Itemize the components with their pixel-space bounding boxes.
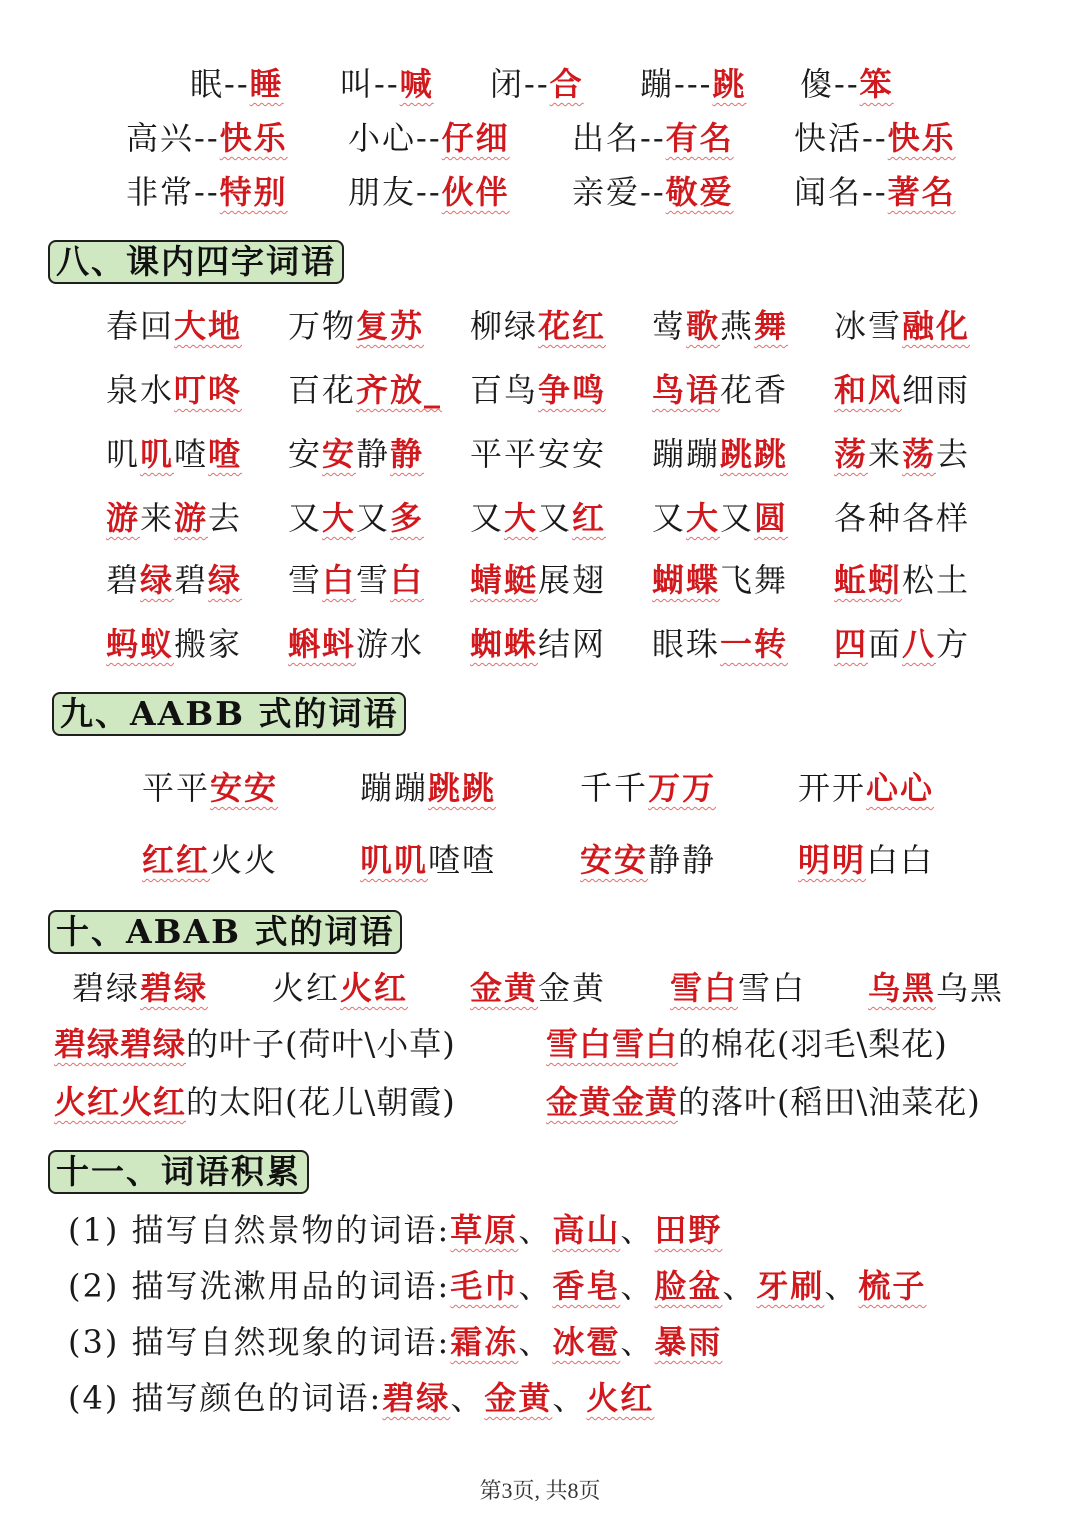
synonym-pair	[640, 60, 746, 108]
synonym-separator: --	[416, 119, 442, 157]
given-text: 柳绿	[470, 307, 539, 345]
item-number: (1)	[68, 1211, 120, 1249]
synonym-separator: --	[224, 65, 250, 103]
word-item	[106, 366, 242, 414]
given-text: 平平	[142, 769, 211, 807]
given-text: 来	[140, 499, 175, 537]
given-text: 火红	[272, 969, 341, 1007]
synonym-separator: --	[194, 173, 220, 211]
answer-text: 梳子	[858, 1267, 927, 1305]
word-item	[546, 1020, 948, 1068]
given-text: 又	[356, 499, 391, 537]
answer-text: 静	[390, 435, 425, 473]
answer-text: 安安	[210, 769, 279, 807]
synonym-answer: 有名	[665, 119, 734, 157]
word-item	[834, 430, 970, 478]
answer-text: 舞	[754, 307, 789, 345]
answer-text: 毛巾	[450, 1267, 519, 1305]
answer-text: 蜘蛛	[470, 625, 539, 663]
answer-text: 绿	[140, 561, 175, 599]
given-text: 冰雪	[834, 307, 903, 345]
given-text: 来	[868, 435, 903, 473]
synonym-word: 小心	[348, 119, 417, 157]
given-text: 万物	[288, 307, 357, 345]
given-text: 平平安安	[470, 435, 607, 473]
given-text: 安	[288, 435, 323, 473]
word-item	[798, 836, 934, 884]
given-text: 面	[868, 625, 903, 663]
word-item	[360, 764, 496, 812]
answer-text: 荡	[902, 435, 937, 473]
word-item	[106, 556, 242, 604]
synonym-separator: --	[834, 65, 860, 103]
word-item	[470, 430, 606, 478]
given-text: 乌黑	[936, 969, 1005, 1007]
answer-text: 多	[390, 499, 425, 537]
answer-text: 红	[572, 499, 607, 537]
word-item	[142, 764, 278, 812]
answer-text: 金黄	[470, 969, 539, 1007]
synonym-answer: 合	[549, 65, 584, 103]
word-item	[288, 302, 424, 350]
answer-text: 乌黑	[868, 969, 937, 1007]
item-separator: 、	[824, 1267, 859, 1305]
given-text: 各种各样	[834, 499, 971, 537]
synonym-word: 亲爱	[572, 173, 641, 211]
page-footer: 第3页, 共8页	[479, 1478, 601, 1503]
synonym-pair	[190, 60, 284, 108]
answer-text: 脸盆	[654, 1267, 723, 1305]
word-item	[288, 494, 424, 542]
synonym-separator: --	[416, 173, 442, 211]
given-text: 展翅	[538, 561, 607, 599]
synonym-word: 眠	[190, 65, 225, 103]
answer-text: 香皂	[552, 1267, 621, 1305]
given-text: 方	[936, 625, 971, 663]
given-text: 喳	[174, 435, 209, 473]
answer-text: 歌	[686, 307, 721, 345]
answer-text: 红红	[142, 841, 211, 879]
word-item	[470, 620, 606, 668]
word-item	[798, 764, 934, 812]
item-separator: 、	[518, 1211, 553, 1249]
word-item	[652, 620, 788, 668]
word-item	[834, 302, 970, 350]
given-text: 静	[356, 435, 391, 473]
synonym-pair	[794, 114, 956, 162]
answer-text: 游	[174, 499, 209, 537]
given-text: 的叶子(荷叶\小草)	[186, 1025, 456, 1063]
given-text: 去	[936, 435, 971, 473]
synonym-answer: 著名	[887, 173, 956, 211]
answer-text: 叮咚	[174, 371, 243, 409]
answer-text: 圆	[754, 499, 789, 537]
answer-text: 绿	[208, 561, 243, 599]
item-separator: 、	[518, 1323, 553, 1361]
item-number: (2)	[68, 1267, 120, 1305]
word-item	[834, 366, 970, 414]
answer-text: 大地	[174, 307, 243, 345]
given-text: 眼珠	[652, 625, 721, 663]
word-item	[652, 366, 788, 414]
answer-text: 跳跳	[720, 435, 789, 473]
word-item	[546, 1078, 981, 1126]
answer-text: 火红	[586, 1379, 655, 1417]
word-item	[288, 620, 424, 668]
synonym-pair	[348, 168, 510, 216]
word-item	[288, 366, 442, 414]
given-text: 搬家	[174, 625, 243, 663]
answer-text: 冰雹	[552, 1323, 621, 1361]
item-separator: 、	[620, 1323, 655, 1361]
given-text: 火火	[210, 841, 279, 879]
answer-text: 雪白	[670, 969, 739, 1007]
answer-text: 碧绿	[382, 1379, 451, 1417]
answer-text: 万万	[648, 769, 717, 807]
given-text: 的棉花(羽毛\梨花)	[678, 1025, 948, 1063]
word-item	[470, 366, 606, 414]
given-text: 碧绿	[72, 969, 141, 1007]
answer-text: 喳	[208, 435, 243, 473]
answer-text: 四	[834, 625, 869, 663]
given-text: 又	[470, 499, 505, 537]
synonym-word: 闭	[490, 65, 525, 103]
synonym-word: 蹦	[640, 65, 675, 103]
word-item	[652, 430, 788, 478]
synonym-answer: 快乐	[219, 119, 288, 157]
given-text: 雪	[288, 561, 323, 599]
given-text: 的太阳(花儿\朝霞)	[186, 1083, 456, 1121]
answer-text: 霜冻	[450, 1323, 519, 1361]
section-11-title: 十一、词语积累	[48, 1150, 309, 1194]
word-item	[106, 430, 242, 478]
section-10-title: 十、ABAB 式的词语	[48, 910, 402, 954]
synonym-answer: 笨	[859, 65, 894, 103]
synonym-separator: --	[862, 119, 888, 157]
given-text: 细雨	[902, 371, 971, 409]
given-text: 燕	[720, 307, 755, 345]
given-text: 叽	[106, 435, 141, 473]
answer-text: 齐放_	[356, 371, 443, 409]
word-item	[652, 302, 788, 350]
synonym-pair	[490, 60, 584, 108]
word-item	[142, 836, 278, 884]
answer-text: 高山	[552, 1211, 621, 1249]
synonym-separator: --	[640, 173, 666, 211]
given-text: 雪白	[738, 969, 807, 1007]
given-text: 百鸟	[470, 371, 539, 409]
given-text: 雪	[356, 561, 391, 599]
answer-text: 大	[322, 499, 357, 537]
word-item	[470, 964, 606, 1012]
given-text: 又	[288, 499, 323, 537]
synonym-answer: 睡	[249, 65, 284, 103]
item-separator: 、	[518, 1267, 553, 1305]
given-text: 碧	[106, 561, 141, 599]
synonym-word: 出名	[572, 119, 641, 157]
given-text: 泉水	[106, 371, 175, 409]
answer-text: 荡	[834, 435, 869, 473]
given-text: 白白	[866, 841, 935, 879]
answer-text: 跳跳	[428, 769, 497, 807]
answer-text: 白	[390, 561, 425, 599]
synonym-separator: ---	[674, 65, 713, 103]
given-text: 静静	[648, 841, 717, 879]
synonym-word: 快活	[794, 119, 863, 157]
given-text: 开开	[798, 769, 867, 807]
word-item	[470, 302, 606, 350]
given-text: 去	[208, 499, 243, 537]
answer-text: 大	[504, 499, 539, 537]
synonym-answer: 跳	[712, 65, 747, 103]
item-label: 描写自然现象的词语:	[131, 1323, 451, 1361]
answer-text: 蚯蚓	[834, 561, 903, 599]
section-9-title: 九、AABB 式的词语	[52, 692, 406, 736]
answer-text: 和风	[834, 371, 903, 409]
item-separator: 、	[450, 1379, 485, 1417]
given-text: 莺	[652, 307, 687, 345]
answer-text: 争鸣	[538, 371, 607, 409]
word-item	[580, 836, 716, 884]
answer-text: 鸟语	[652, 371, 721, 409]
given-text: 游水	[356, 625, 425, 663]
accumulation-text	[68, 1206, 722, 1254]
answer-text: 游	[106, 499, 141, 537]
given-text: 又	[538, 499, 573, 537]
synonym-answer: 喊	[399, 65, 434, 103]
synonym-pair	[348, 114, 510, 162]
answer-text: 八	[902, 625, 937, 663]
answer-text: 金黄金黄	[546, 1083, 679, 1121]
word-item	[670, 964, 806, 1012]
item-label: 描写颜色的词语:	[131, 1379, 383, 1417]
synonym-answer: 特别	[219, 173, 288, 211]
given-text: 千千	[580, 769, 649, 807]
word-item	[288, 430, 424, 478]
word-item	[72, 964, 208, 1012]
answer-text: 一转	[720, 625, 789, 663]
answer-text: 白	[322, 561, 357, 599]
synonym-pair	[794, 168, 956, 216]
answer-text: 雪白雪白	[546, 1025, 679, 1063]
accumulation-text	[68, 1318, 722, 1366]
given-text: 喳喳	[428, 841, 497, 879]
synonym-pair	[572, 114, 734, 162]
synonym-word: 傻	[800, 65, 835, 103]
answer-text: 安	[322, 435, 357, 473]
given-text: 松土	[902, 561, 971, 599]
word-item	[580, 764, 716, 812]
synonym-pair	[340, 60, 434, 108]
answer-text: 牙刷	[756, 1267, 825, 1305]
word-item	[106, 302, 242, 350]
item-label: 描写洗漱用品的词语:	[131, 1267, 451, 1305]
word-item	[868, 964, 1004, 1012]
answer-text: 蜻蜓	[470, 561, 539, 599]
accumulation-text	[68, 1262, 926, 1310]
answer-text: 叽叽	[360, 841, 429, 879]
word-item	[470, 494, 606, 542]
answer-text: 火红火红	[54, 1083, 187, 1121]
synonym-answer: 敬爱	[665, 173, 734, 211]
word-item	[106, 620, 242, 668]
answer-text: 明明	[798, 841, 867, 879]
word-item	[288, 556, 424, 604]
answer-text: 花红	[538, 307, 607, 345]
section-8-title: 八、课内四字词语	[48, 240, 344, 284]
item-number: (3)	[68, 1323, 120, 1361]
word-item	[834, 494, 970, 542]
synonym-word: 叫	[340, 65, 375, 103]
answer-text: 大	[686, 499, 721, 537]
given-text: 花香	[720, 371, 789, 409]
synonym-word: 朋友	[348, 173, 417, 211]
item-label: 描写自然景物的词语:	[131, 1211, 451, 1249]
word-item	[834, 620, 970, 668]
answer-text: 草原	[450, 1211, 519, 1249]
answer-text: 心心	[866, 769, 935, 807]
synonym-separator: --	[640, 119, 666, 157]
answer-text: 田野	[654, 1211, 723, 1249]
answer-text: 火红	[340, 969, 409, 1007]
given-text: 结网	[538, 625, 607, 663]
synonym-pair	[126, 114, 288, 162]
given-text: 蹦蹦	[652, 435, 721, 473]
given-text: 百花	[288, 371, 357, 409]
word-item	[106, 494, 242, 542]
synonym-separator: --	[374, 65, 400, 103]
answer-text: 复苏	[356, 307, 425, 345]
given-text: 碧	[174, 561, 209, 599]
accumulation-text	[68, 1374, 654, 1422]
given-text: 金黄	[538, 969, 607, 1007]
word-item	[54, 1078, 456, 1126]
item-separator: 、	[620, 1211, 655, 1249]
given-text: 又	[720, 499, 755, 537]
given-text: 的落叶(稻田\油菜花)	[678, 1083, 981, 1121]
synonym-pair	[126, 168, 288, 216]
item-separator: 、	[620, 1267, 655, 1305]
given-text: 蹦蹦	[360, 769, 429, 807]
word-item	[652, 556, 788, 604]
synonym-answer: 伙伴	[441, 173, 510, 211]
synonym-word: 非常	[126, 173, 195, 211]
given-text: 春回	[106, 307, 175, 345]
word-item	[470, 556, 606, 604]
answer-text: 碧绿	[140, 969, 209, 1007]
synonym-separator: --	[862, 173, 888, 211]
synonym-pair	[572, 168, 734, 216]
given-text: 又	[652, 499, 687, 537]
synonym-answer: 仔细	[441, 119, 510, 157]
answer-text: 蚂蚁	[106, 625, 175, 663]
synonym-answer: 快乐	[887, 119, 956, 157]
synonym-separator: --	[524, 65, 550, 103]
synonym-word: 闻名	[794, 173, 863, 211]
word-item	[652, 494, 788, 542]
word-item	[272, 964, 408, 1012]
synonym-pair	[800, 60, 894, 108]
answer-text: 金黄	[484, 1379, 553, 1417]
item-number: (4)	[68, 1379, 120, 1417]
item-separator: 、	[552, 1379, 587, 1417]
word-item	[54, 1020, 456, 1068]
item-separator: 、	[722, 1267, 757, 1305]
answer-text: 暴雨	[654, 1323, 723, 1361]
word-item	[360, 836, 496, 884]
answer-text: 安安	[580, 841, 649, 879]
given-text: 飞舞	[720, 561, 789, 599]
answer-text: 蝌蚪	[288, 625, 357, 663]
word-item	[834, 556, 970, 604]
synonym-word: 高兴	[126, 119, 195, 157]
answer-text: 叽	[140, 435, 175, 473]
answer-text: 融化	[902, 307, 971, 345]
answer-text: 蝴蝶	[652, 561, 721, 599]
answer-text: 碧绿碧绿	[54, 1025, 187, 1063]
synonym-separator: --	[194, 119, 220, 157]
